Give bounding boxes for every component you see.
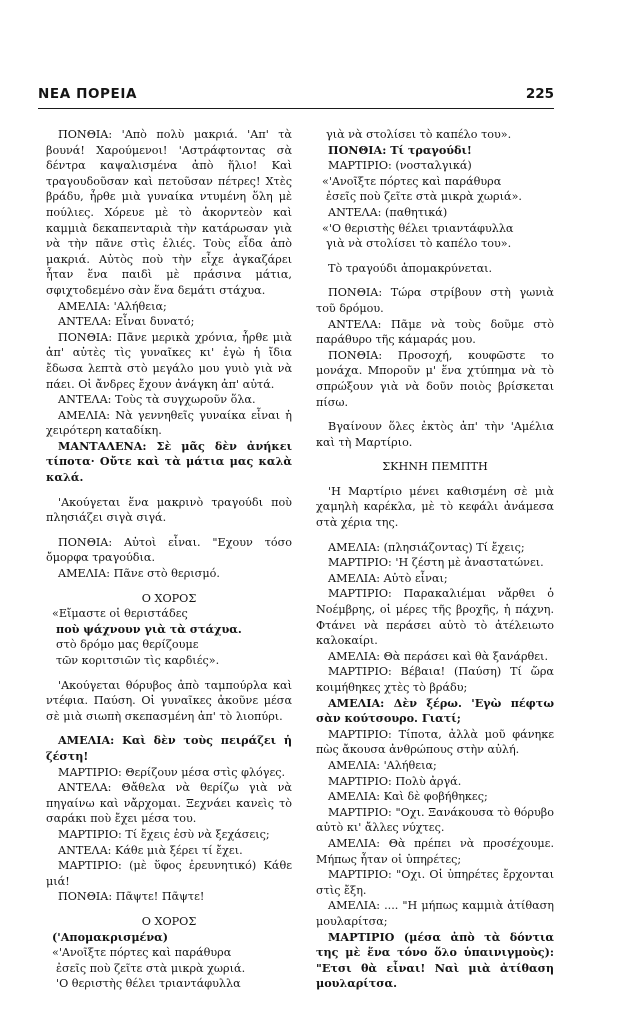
left-column-paragraph: ('Απομακρισμένα) <box>52 929 168 944</box>
right-column-paragraph: Βγαίνουν ὅλες ἐκτὸς ἀπ' τὴν 'Αμέλια καὶ τὴ Μαρτίριο. <box>316 420 554 449</box>
right-column-paragraph: ΑΜΕΛΙΑ: Καὶ δὲ φοβήθηκες; <box>328 790 488 804</box>
right-column-paragraph: ΑΜΕΛΙΑ: Θὰ πρέπει νὰ προσέχουμε. Μήπως ἦταν οἱ ὑπηρέτες; <box>316 836 554 866</box>
right-column-paragraph: ΑΜΕΛΙΑ: Θὰ περάσει καὶ θὰ ξανάρθει. <box>328 649 549 663</box>
left-column-paragraph: τῶν κοριτσιῶν τὶς καρδιές». <box>56 654 220 667</box>
right-column-paragraph: ΠΟΝΘΙΑ: Προσοχή, κουφῶστε το μονάχα. Μποροῦν μ' ἕνα χτύπημα νὰ τὸ σπρώξουν γιὰ νὰ δοῦν ποιὸς βρίσκεται πίσω. <box>316 348 554 409</box>
right-column-paragraph: «'Ο θεριστὴς θέλει τριαντάφυλλα <box>322 221 514 235</box>
left-column-paragraph: ΑΝΤΕΛΑ: Θἄθελα νὰ θερίζω γιὰ νὰ πηγαίνω καὶ νἄρχομαι. Ξεχνάει κανεὶς τὸ σαράκι ποὺ ἔχει μέσα του. <box>46 781 292 826</box>
header-rule <box>38 108 554 109</box>
right-column-paragraph: ΣΚΗΝΗ ΠΕΜΠΤΗ <box>382 460 488 474</box>
left-column-paragraph: ΜΑΡΤΙΡΙΟ: (μὲ ὕφος ἐρευνητικό) Κάθε μιά! <box>46 859 292 888</box>
left-column-paragraph: ΑΝΤΕΛΑ: Τοὺς τὰ συγχωροῦν ὅλα. <box>58 393 256 407</box>
right-column-paragraph: ΑΜΕΛΙΑ: (πλησιάζοντας) Τί ἔχεις; <box>328 540 525 554</box>
left-column-paragraph: ΜΑΡΤΙΡΙΟ: Θερίζουν μέσα στὶς φλόγες. <box>58 765 286 779</box>
right-column-paragraph: ΜΑΡΤΙΡΙΟ: 'Η ζέστη μὲ ἀναστατώνει. <box>328 556 544 570</box>
left-column-paragraph: ΑΝΤΕΛΑ: Κάθε μιὰ ξέρει τί ἔχει. <box>58 843 243 857</box>
journal-title: ΝΕΑ ΠΟΡΕΙΑ <box>38 86 138 102</box>
right-column-paragraph: ΜΑΡΤΙΡΙΟ: (νοσταλγικά) <box>328 159 472 173</box>
left-column-paragraph: ΠΟΝΘΙΑ: 'Απὸ πολὺ μακριά. 'Απ' τὰ βουνά! Χαρούμενοι! 'Αστράφτοντας σὰ δέντρα καψαλισμένα ἀπὸ ἥλιο! Καὶ τραγουδοῦσαν καὶ πετοῦσαν πέτρες! Χτὲς βράδυ, ἦρθε μιὰ γυναίκα ντυμένη ὅλη μὲ πούλιες. Χόρευε μὲ τὸ ἀκορντεὸν καὶ καμμιὰ δεκαπενταριὰ τὴν κατάρωσαν γιὰ νὰ τὴν πᾶνε στὶς ἐλιές. Τοὺς εἶδα ἀπὸ μακριά. Αὐτὸς ποὺ τὴν εἶχε ἀγκαζάρει ἦταν ἕνα παιδὶ μὲ πράσινα μάτια, σφιχτοδεμένο σὰν ἕνα δεμάτι στάχυα. <box>46 128 292 297</box>
left-column-paragraph: ποὺ ψάχνουν γιὰ τὰ στάχυα. <box>56 621 242 636</box>
right-column-paragraph: ΜΑΡΤΙΡΙΟ: "Οχι. Ξανάκουσα τὸ θόρυβο αὐτὸ κι' ἄλλες νύχτες. <box>316 805 554 835</box>
right-column-paragraph: ἐσεῖς ποὺ ζεῖτε στὰ μικρὰ χωριά». <box>326 190 522 204</box>
right-column-paragraph: «'Ανοῖξτε πόρτες καὶ παράθυρα <box>322 174 502 188</box>
right-column-paragraph: 'Η Μαρτίριο μένει καθισμένη σὲ μιὰ χαμηλὴ καρέκλα, μὲ τὸ κεφάλι ἀνάμεσα στὰ χέρια της. <box>316 484 554 530</box>
left-column-paragraph: ΑΝΤΕΛΑ: Εἶναι δυνατό; <box>58 315 195 329</box>
right-column <box>316 127 554 992</box>
left-column-paragraph: ΑΜΕΛΙΑ: Καὶ δὲν τοὺς πειράζει ἡ ζέστη! <box>46 733 292 763</box>
left-column-paragraph: στὸ δρόμο μας θερίζουμε <box>56 638 199 652</box>
left-column-paragraph: ἐσεῖς ποὺ ζεῖτε στὰ μικρὰ χωριά. <box>56 961 246 975</box>
left-column-paragraph: ΑΜΕΛΙΑ: Νὰ γεννηθεῖς γυναίκα εἶναι ἡ χειρότερη καταδίκη. <box>46 408 292 438</box>
right-column-paragraph: ΑΜΕΛΙΑ: .... "Η μήπως καμμιὰ ἀτίθαση μουλαρίτσα; <box>316 899 554 928</box>
right-column-paragraph: ΜΑΡΤΙΡΙΟ: Βέβαια! (Παύση) Τί ὥρα κοιμήθηκες χτὲς τὸ βράδυ; <box>316 665 554 694</box>
left-column-paragraph: ΠΟΝΘΙΑ: Αὐτοὶ εἶναι. "Εχουν τόσο ὄμορφα τραγούδια. <box>46 535 292 565</box>
right-column-paragraph: ΑΝΤΕΛΑ: Πᾶμε νὰ τοὺς δοῦμε στὸ παράθυρο τῆς κάμαράς μου. <box>316 317 554 347</box>
left-column <box>46 127 292 992</box>
left-column-paragraph: ΜΑΡΤΙΡΙΟ: Τί ἔχεις ἐσὺ νὰ ξεχάσεις; <box>58 827 270 841</box>
right-column-paragraph: ΠΟΝΘΙΑ: Τί τραγούδι! <box>328 142 472 157</box>
right-column-paragraph: γιὰ νὰ στολίσει τὸ καπέλο του». <box>326 237 512 251</box>
left-column-paragraph: ΠΟΝΘΙΑ: Πᾶψτε! Πᾶψτε! <box>58 890 205 904</box>
right-column-paragraph: ΜΑΡΤΙΡΙΟ (μέσα ἀπὸ τὰ δόντια της μὲ ἕνα τόνο ὅλο ὑπαινιγμοὺς): "Ετσι θὰ εἶναι! Ναὶ μιὰ ἀτίθαση μουλαρίτσα. <box>316 929 554 991</box>
left-column-paragraph: ΑΜΕΛΙΑ: Πᾶνε στὸ θερισμό. <box>58 567 220 581</box>
left-column-paragraph: 'Ο θεριστὴς θέλει τριαντάφυλλα <box>56 977 241 991</box>
right-column-paragraph: Τὸ τραγούδι ἀπομακρύνεται. <box>328 261 493 275</box>
left-column-paragraph: Ο ΧΟΡΟΣ <box>141 914 197 928</box>
left-column-paragraph: ΜΑΝΤΑΛΕΝΑ: Σὲ μᾶς δὲν ἀνήκει τίποτα· Οὔτε καὶ τὰ μάτια μας καλὰ καλά. <box>46 438 292 485</box>
right-column-paragraph: ΑΜΕΛΙΑ: Αὐτὸ εἶναι; <box>328 571 448 585</box>
running-head <box>38 86 554 106</box>
left-column-paragraph: Ο ΧΟΡΟΣ <box>141 591 197 605</box>
left-column-paragraph: «'Ανοῖξτε πόρτες καὶ παράθυρα <box>52 946 232 960</box>
right-column-paragraph: ΑΝΤΕΛΑ: (παθητικά) <box>328 205 448 219</box>
left-column-paragraph: «Εἴμαστε οἱ θεριστάδες <box>52 607 188 621</box>
page-number: 225 <box>525 86 554 102</box>
right-column-paragraph: ΜΑΡΤΙΡΙΟ: Πολὺ ἀργά. <box>328 774 462 788</box>
right-column-paragraph: ΑΜΕΛΙΑ: 'Αλήθεια; <box>328 758 437 772</box>
right-column-paragraph: ΠΟΝΘΙΑ: Τώρα στρίβουν στὴ γωνιὰ τοῦ δρόμου. <box>316 286 554 315</box>
right-column-paragraph: ΑΜΕΛΙΑ: Δὲν ξέρω. 'Εγὼ πέφτω σὰν κούτσουρο. Γιατί; <box>316 695 554 726</box>
right-column-paragraph: ΜΑΡΤΙΡΙΟ: "Οχι. Οἱ ὑπηρέτες ἔρχονται στὶς ἔξη. <box>316 868 554 897</box>
left-column-paragraph: 'Ακούγεται θόρυβος ἀπὸ ταμπούρλα καὶ ντέφια. Παύση. Οἱ γυναῖκες ἀκοῦνε μέσα σὲ μιὰ σιωπὴ σκεπασμένη ἀπ' τὸ λιοπύρι. <box>46 678 292 723</box>
right-column-paragraph: ΜΑΡΤΙΡΙΟ: Παρακαλιέμαι νἄρθει ὁ Νοέμβρης, οἱ μέρες τῆς βροχῆς, ἡ πάχνη. Φτάνει νὰ περάσει αὐτὸ τὸ ἀτέλειωτο καλοκαίρι. <box>316 587 554 648</box>
left-column-paragraph: ΠΟΝΘΙΑ: Πᾶνε μερικὰ χρόνια, ἦρθε μιὰ ἀπ' αὐτὲς τὶς γυναῖκες κι' ἐγὼ ἡ ἴδια ἔδωσα λεπτὰ στὸ μεγάλο μου γυιὸ γιὰ νὰ πάει. Οἱ ἄνδρες ἔχουν ἀνάγκη ἀπ' αὐτά. <box>46 330 292 391</box>
right-column-paragraph: γιὰ νὰ στολίσει τὸ καπέλο του». <box>326 128 512 141</box>
left-column-paragraph: ΑΜΕΛΙΑ: 'Αλήθεια; <box>58 299 167 313</box>
right-column-paragraph: ΜΑΡΤΙΡΙΟ: Τίποτα, ἀλλὰ μοῦ φάνηκε πὼς ἄκουσα ἀνθρώπους στὴν αὐλή. <box>316 727 554 757</box>
left-column-paragraph: 'Ακούγεται ἕνα μακρινὸ τραγούδι ποὺ πλησιάζει σιγὰ σιγά. <box>46 495 292 525</box>
